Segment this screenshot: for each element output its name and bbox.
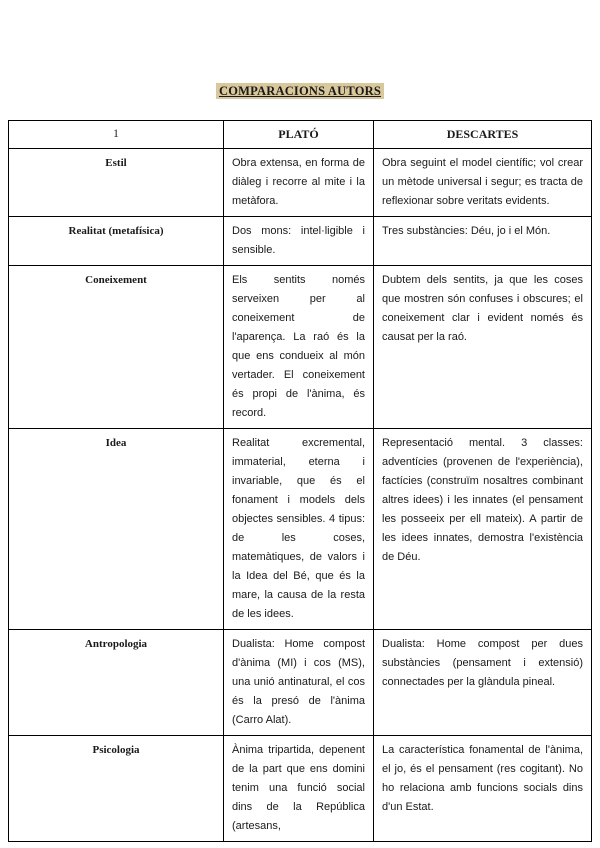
row-label: Realitat (metafísica): [9, 217, 224, 266]
page-title-highlight: COMPARACIONS AUTORS: [216, 83, 384, 99]
table-row-antropologia: [9, 630, 592, 736]
column-header-descartes: DESCARTES: [374, 121, 592, 149]
row-label: Psicologia: [9, 736, 224, 842]
descartes-cell: Dubtem dels sentits, ja que les coses que mostren són confuses i obscures; el coneixement clar i evident només és causat per la raó.: [374, 266, 592, 429]
descartes-cell: Tres substàncies: Déu, jo i el Món.: [374, 217, 592, 266]
column-header-plato: PLATÓ: [224, 121, 374, 149]
plato-cell: Dos mons: intel·ligible i sensible.: [224, 217, 374, 266]
descartes-cell: Dualista: Home compost per dues substàncies (pensament i extensió) connectades per la glàndula pineal.: [374, 630, 592, 736]
plato-cell: Obra extensa, en forma de diàleg i recorre al mite i la metàfora.: [224, 149, 374, 217]
descartes-cell: Representació mental. 3 classes: adventícies (provenen de l'experiència), factícies (construïm nosaltres combinant altres idees) i les innates (el pensament les posseeix per ell mateix). A partir de les idees innates, demostra l'existència de Déu.: [374, 429, 592, 630]
row-label: Estil: [9, 149, 224, 217]
plato-cell: Realitat excremental, immaterial, eterna i invariable, que és el fonament i models dels objectes sensibles. 4 tipus: de les coses, matemàtiques, de valors i la Idea del Bé, que és la mare, la causa de la resta de les idees.: [224, 429, 374, 630]
table-row-realitat: [9, 217, 592, 266]
row-label: Idea: [9, 429, 224, 630]
table-row-psicologia: [9, 736, 592, 842]
plato-cell: Ànima tripartida, depenent de la part que ens domini tenim una funció social dins de la República (artesans,: [224, 736, 374, 842]
comparison-table: [8, 120, 592, 842]
plato-cell: Els sentits només serveixen per al coneixement de l'aparença. La raó és la que ens condueix al món vertader. El coneixement és propi de l'ànima, és record.: [224, 266, 374, 429]
header-row: [9, 121, 592, 149]
row-label: Antropologia: [9, 630, 224, 736]
table-row-idea: [9, 429, 592, 630]
column-header-number: 1: [9, 121, 224, 149]
table-row-estil: [9, 149, 592, 217]
row-label: Coneixement: [9, 266, 224, 429]
plato-cell: Dualista: Home compost d'ànima (MI) i cos (MS), una unió antinatural, el cos és la presó de l'ànima (Carro Alat).: [224, 630, 374, 736]
page-title: [0, 84, 600, 99]
descartes-cell: La característica fonamental de l'ànima, el jo, és el pensament (res cogitant). No ho relaciona amb funcions socials dins d'un Estat.: [374, 736, 592, 842]
descartes-cell: Obra seguint el model científic; vol crear un mètode universal i segur; es tracta de reflexionar sobre veritats evidents.: [374, 149, 592, 217]
table-row-coneixement: [9, 266, 592, 429]
